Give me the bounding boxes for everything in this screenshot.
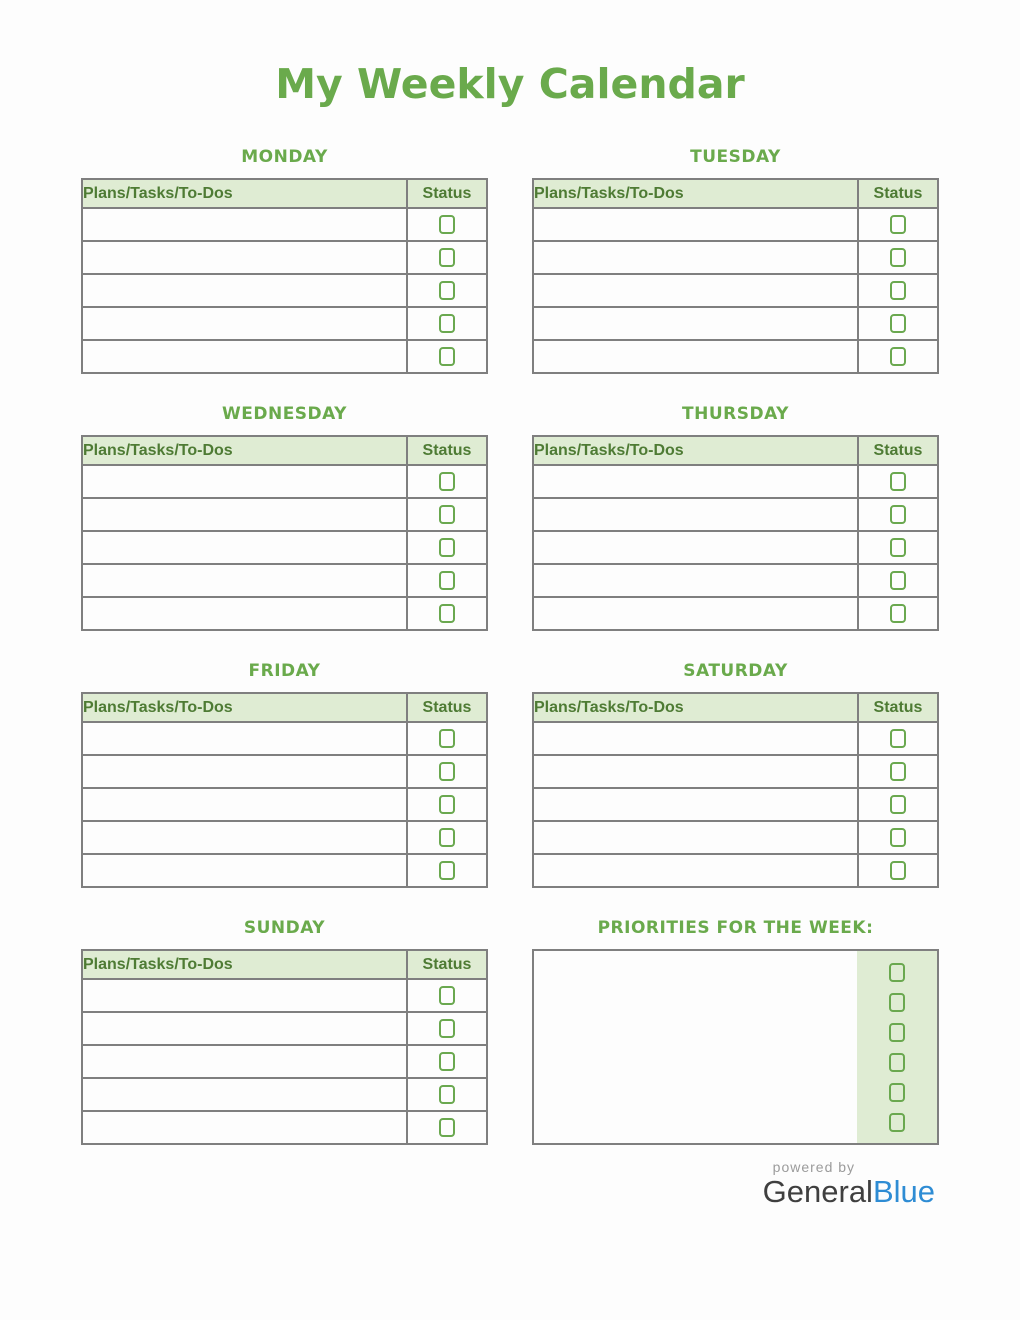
status-checkbox[interactable] [439,729,455,748]
task-input-cell[interactable] [82,340,407,373]
priorities-checkbox-column [857,951,937,1143]
table-header-row [533,693,938,722]
status-column-header: Status [407,950,487,979]
task-input-cell[interactable] [82,1111,407,1144]
status-cell [407,821,487,854]
status-column-header: Status [858,693,938,722]
status-checkbox[interactable] [439,571,455,590]
status-cell [407,531,487,564]
task-input-cell[interactable] [533,597,858,630]
task-input-cell[interactable] [533,274,858,307]
task-input-cell[interactable] [82,597,407,630]
task-input-cell[interactable] [533,465,858,498]
task-row [533,821,938,854]
status-cell [858,755,938,788]
task-row [533,208,938,241]
status-column-header: Status [407,436,487,465]
task-row [533,755,938,788]
task-input-cell[interactable] [533,854,858,887]
status-checkbox[interactable] [890,538,906,557]
status-checkbox[interactable] [439,1118,455,1137]
status-column-header: Status [407,179,487,208]
task-input-cell[interactable] [82,854,407,887]
task-input-cell[interactable] [533,307,858,340]
task-input-cell[interactable] [82,1078,407,1111]
task-input-cell[interactable] [82,465,407,498]
task-row [82,788,487,821]
task-input-cell[interactable] [533,821,858,854]
status-checkbox[interactable] [439,795,455,814]
task-row [82,597,487,630]
day-title: WEDNESDAY [221,404,347,424]
status-column-header: Status [858,179,938,208]
priority-checkbox[interactable] [889,993,905,1012]
day-section [532,662,939,888]
task-row [82,821,487,854]
task-row [82,1012,487,1045]
status-cell [407,979,487,1012]
day-table [81,949,488,1145]
task-row [533,531,938,564]
task-input-cell[interactable] [533,564,858,597]
task-row [533,564,938,597]
status-checkbox[interactable] [439,248,455,267]
status-checkbox[interactable] [890,571,906,590]
task-row [533,854,938,887]
status-cell [858,722,938,755]
day-table [532,178,939,374]
table-header-row [533,436,938,465]
status-cell [858,307,938,340]
status-cell [407,854,487,887]
task-row [82,564,487,597]
task-row [82,465,487,498]
status-cell [407,1078,487,1111]
status-checkbox[interactable] [439,762,455,781]
footer-brand [763,1159,935,1209]
task-row [82,854,487,887]
status-cell [407,465,487,498]
status-cell [407,755,487,788]
day-title: MONDAY [241,147,328,167]
status-checkbox[interactable] [890,347,906,366]
task-row [533,307,938,340]
task-row [82,307,487,340]
status-cell [858,821,938,854]
day-section [81,662,488,888]
task-input-cell[interactable] [82,307,407,340]
task-input-cell[interactable] [533,241,858,274]
day-section [532,405,939,631]
task-input-cell[interactable] [82,722,407,755]
day-title: THURSDAY [682,404,789,424]
brand-general: General [762,1174,873,1209]
task-row [533,274,938,307]
task-row [533,498,938,531]
task-row [533,241,938,274]
priority-checkbox[interactable] [889,1053,905,1072]
day-section [532,148,939,374]
task-row [82,208,487,241]
day-title: TUESDAY [690,147,781,167]
task-input-cell[interactable] [533,498,858,531]
status-checkbox[interactable] [890,248,906,267]
priorities-notes-area[interactable] [534,951,857,1143]
task-input-cell[interactable] [533,755,858,788]
status-cell [858,597,938,630]
task-row [82,1111,487,1144]
status-cell [858,788,938,821]
status-checkbox[interactable] [890,281,906,300]
status-checkbox[interactable] [890,861,906,880]
status-checkbox[interactable] [890,762,906,781]
page-title: My Weekly Calendar [275,60,745,108]
plans-column-header: Plans/Tasks/To-Dos [533,436,858,465]
table-header-row [82,950,487,979]
task-input-cell[interactable] [82,208,407,241]
status-cell [407,564,487,597]
task-row [533,340,938,373]
status-cell [858,465,938,498]
status-cell [407,597,487,630]
day-table [532,692,939,888]
status-cell [858,854,938,887]
day-title: FRIDAY [248,661,321,681]
task-input-cell[interactable] [82,1045,407,1078]
status-cell [858,498,938,531]
day-table [81,435,488,631]
status-cell [407,1045,487,1078]
plans-column-header: Plans/Tasks/To-Dos [533,179,858,208]
status-cell [858,531,938,564]
status-checkbox[interactable] [890,729,906,748]
day-section [81,405,488,631]
task-row [82,979,487,1012]
priority-checkbox[interactable] [889,1083,905,1102]
status-checkbox[interactable] [439,314,455,333]
priorities-title: PRIORITIES FOR THE WEEK: [597,918,874,938]
day-table [532,435,939,631]
status-cell [407,340,487,373]
status-checkbox[interactable] [439,986,455,1005]
status-checkbox[interactable] [439,347,455,366]
status-checkbox[interactable] [439,861,455,880]
status-cell [407,274,487,307]
status-checkbox[interactable] [439,505,455,524]
status-cell [407,498,487,531]
task-row [533,788,938,821]
task-input-cell[interactable] [82,755,407,788]
status-cell [407,208,487,241]
status-cell [858,340,938,373]
status-cell [407,241,487,274]
plans-column-header: Plans/Tasks/To-Dos [82,436,407,465]
table-header-row [533,179,938,208]
status-checkbox[interactable] [890,215,906,234]
days-grid [81,148,939,1145]
status-checkbox[interactable] [439,1019,455,1038]
day-table [81,692,488,888]
task-row [82,274,487,307]
status-checkbox[interactable] [890,604,906,623]
task-row [82,498,487,531]
task-input-cell[interactable] [533,340,858,373]
task-row [82,722,487,755]
status-checkbox[interactable] [890,795,906,814]
task-input-cell[interactable] [533,208,858,241]
task-input-cell[interactable] [82,241,407,274]
task-input-cell[interactable] [82,564,407,597]
status-checkbox[interactable] [890,472,906,491]
task-input-cell[interactable] [82,788,407,821]
plans-column-header: Plans/Tasks/To-Dos [82,179,407,208]
task-row [82,340,487,373]
status-cell [858,241,938,274]
task-row [533,597,938,630]
status-cell [858,274,938,307]
status-checkbox[interactable] [890,314,906,333]
brand-blue: Blue [872,1174,935,1209]
task-row [533,465,938,498]
status-checkbox[interactable] [439,215,455,234]
day-title: SUNDAY [243,918,326,938]
task-row [82,755,487,788]
task-row [533,722,938,755]
table-header-row [82,179,487,208]
plans-column-header: Plans/Tasks/To-Dos [82,693,407,722]
priorities-section [532,919,939,1145]
task-row [82,1045,487,1078]
status-checkbox[interactable] [890,828,906,847]
task-input-cell[interactable] [82,498,407,531]
status-checkbox[interactable] [439,281,455,300]
status-cell [407,722,487,755]
day-table [81,178,488,374]
task-row [82,1078,487,1111]
task-row [82,241,487,274]
priorities-box [532,949,939,1145]
content [81,148,939,1209]
task-input-cell[interactable] [533,788,858,821]
status-checkbox[interactable] [439,538,455,557]
status-cell [407,788,487,821]
day-title: SATURDAY [683,661,788,681]
status-cell [858,564,938,597]
task-input-cell[interactable] [82,1012,407,1045]
task-row [82,531,487,564]
table-header-row [82,436,487,465]
status-cell [407,307,487,340]
status-checkbox[interactable] [439,828,455,847]
status-checkbox[interactable] [439,472,455,491]
status-checkbox[interactable] [439,1052,455,1071]
status-checkbox[interactable] [890,505,906,524]
status-column-header: Status [407,693,487,722]
status-column-header: Status [858,436,938,465]
day-section [81,148,488,374]
task-input-cell[interactable] [82,979,407,1012]
task-input-cell[interactable] [82,821,407,854]
table-header-row [82,693,487,722]
status-checkbox[interactable] [439,604,455,623]
plans-column-header: Plans/Tasks/To-Dos [82,950,407,979]
powered-by-text: powered by [772,1159,856,1175]
priority-checkbox[interactable] [889,1113,905,1132]
status-cell [407,1012,487,1045]
task-input-cell[interactable] [82,531,407,564]
day-section [81,919,488,1145]
status-checkbox[interactable] [439,1085,455,1104]
task-input-cell[interactable] [533,531,858,564]
status-cell [407,1111,487,1144]
status-cell [858,208,938,241]
priority-checkbox[interactable] [889,963,905,982]
brand-logo [763,1175,935,1209]
plans-column-header: Plans/Tasks/To-Dos [533,693,858,722]
task-input-cell[interactable] [533,722,858,755]
task-input-cell[interactable] [82,274,407,307]
priority-checkbox[interactable] [889,1023,905,1042]
